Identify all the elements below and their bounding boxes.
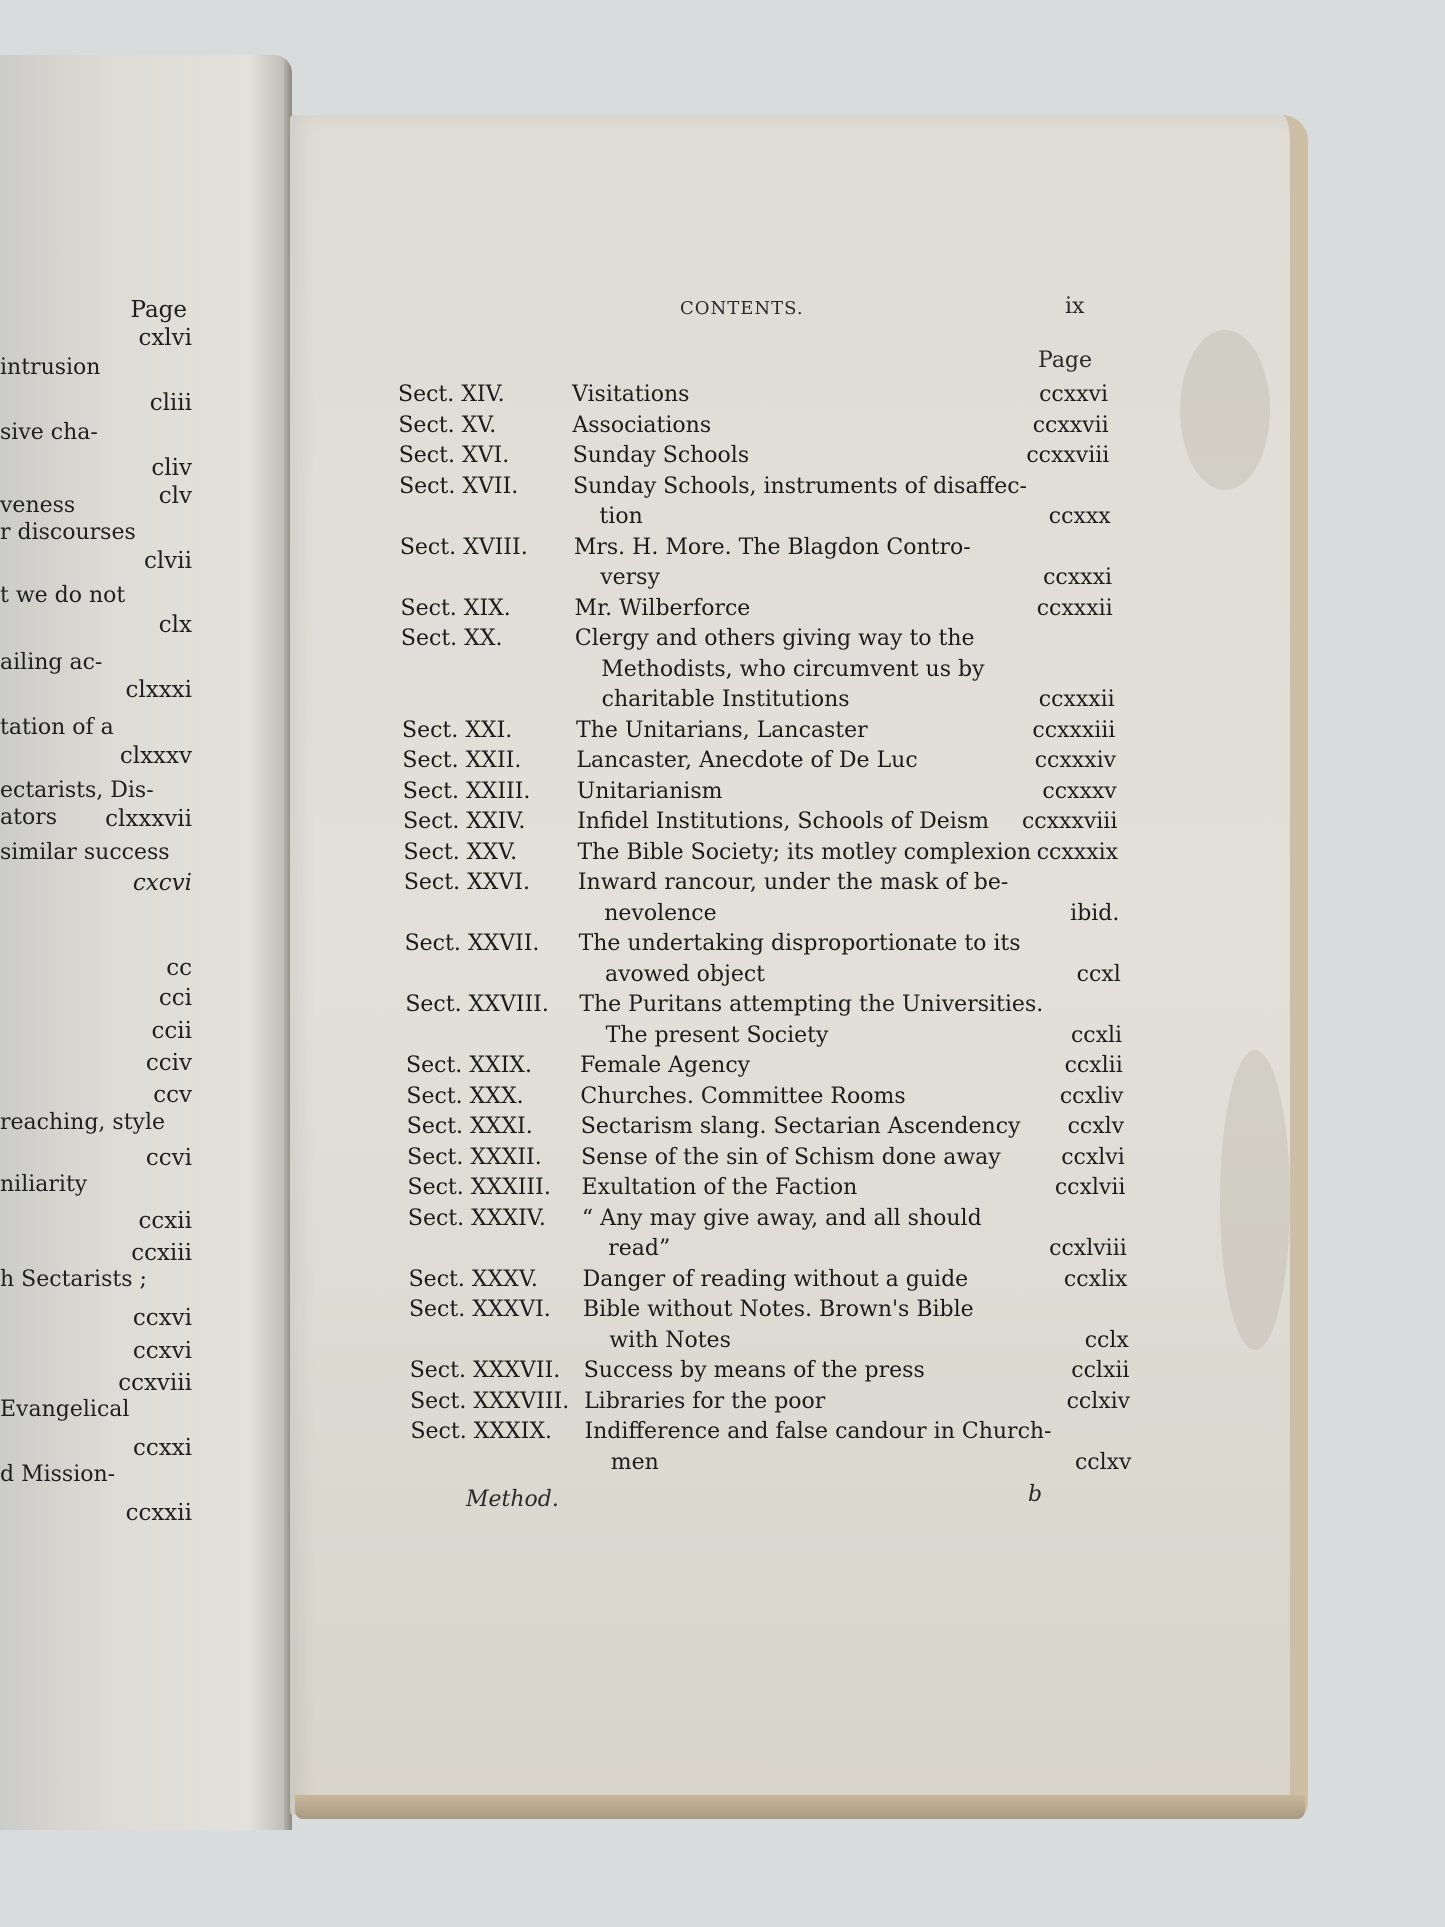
toc-entry-continuation — [405, 962, 1121, 992]
toc-section-number: Sect. XXXIX. — [410, 1419, 553, 1444]
toc-entry-continuation — [401, 657, 1114, 687]
toc-entry-continuation — [411, 1450, 1132, 1480]
toc-entry-title: read” — [608, 1236, 671, 1261]
left-page-line: veness — [0, 493, 76, 518]
toc-entry-title: The Unitarians, Lancaster — [576, 717, 868, 743]
toc-entry-continuation — [402, 687, 1115, 717]
toc-entry — [399, 443, 1110, 473]
toc-entry-title: Sectarism slang. Sectarian Ascendency — [580, 1114, 1021, 1139]
toc-section-number: Sect. XXXVII. — [409, 1358, 561, 1383]
toc-entry — [405, 992, 1121, 1022]
toc-section-number: Sect. XV. — [398, 412, 497, 438]
toc-entry — [408, 1175, 1126, 1205]
toc-section-number: Sect. XXI. — [402, 717, 513, 743]
toc-page-ref: ccxxxii — [1038, 687, 1115, 712]
toc-entry — [402, 718, 1115, 748]
toc-section-number: Sect. XXVI. — [403, 870, 530, 895]
toc-entry — [410, 1419, 1130, 1449]
toc-entry-title: tion — [599, 504, 643, 529]
toc-section-number: Sect. XIX. — [400, 595, 511, 621]
left-page-line: ators — [0, 805, 58, 830]
toc-entry — [409, 1267, 1128, 1297]
toc-entry-title: Visitations — [572, 382, 690, 407]
left-page-label: Page — [130, 297, 187, 323]
toc-entry-title: Sunday Schools — [572, 443, 750, 468]
toc-entry-title: Sense of the sin of Schism done away — [581, 1144, 1001, 1170]
toc-entry-title: Inward rancour, under the mask of be- — [577, 870, 1009, 895]
toc-page-ref: ccxxxi — [1043, 565, 1113, 590]
toc-section-number: Sect. XXXV. — [408, 1266, 538, 1292]
toc-entry-title: Mrs. H. More. The Blagdon Contro- — [573, 534, 971, 560]
left-page-number: clx — [158, 612, 192, 638]
toc-entry-title: with Notes — [609, 1327, 731, 1353]
toc-entry-title: Mr. Wilberforce — [574, 595, 751, 621]
toc-entry-title: Clergy and others giving way to the — [574, 626, 975, 651]
toc-entry — [398, 413, 1108, 443]
toc-entry-continuation — [404, 901, 1119, 931]
left-page-number: ccvi — [145, 1145, 192, 1171]
toc-entry-continuation — [406, 1023, 1122, 1053]
toc-entry-title: Unitarianism — [576, 778, 723, 804]
page-block-edge — [295, 1795, 1305, 1819]
left-page-number: ccv — [153, 1082, 192, 1108]
toc-page-ref: ccxxxix — [1036, 839, 1119, 865]
toc-entry — [406, 1053, 1123, 1083]
left-page-number: cliii — [149, 390, 192, 416]
toc-entry — [407, 1114, 1124, 1144]
left-page-line: reaching, style — [0, 1110, 166, 1135]
toc-page-ref: ccxxxv — [1042, 778, 1117, 804]
toc-entry-continuation — [400, 565, 1112, 595]
left-page-number: cciv — [145, 1050, 192, 1076]
page-number: ix — [1065, 294, 1085, 319]
toc-entry-title: Bible without Notes. Brown's Bible — [582, 1297, 974, 1322]
toc-page-ref: cclxiv — [1066, 1388, 1131, 1414]
left-page-number: cliv — [151, 455, 192, 481]
left-page-line: sive cha- — [0, 420, 98, 445]
toc-entry-title: Associations — [572, 412, 712, 438]
toc-page-ref: ccxxviii — [1026, 443, 1110, 468]
toc-section-number: Sect. XVIII. — [399, 534, 528, 560]
toc-entry — [403, 809, 1117, 839]
toc-entry — [399, 474, 1110, 504]
toc-section-number: Sect. XXXI. — [406, 1114, 533, 1139]
toc-entry — [398, 382, 1108, 412]
left-page-line: niliarity — [0, 1172, 88, 1197]
toc-entry-continuation — [409, 1328, 1128, 1358]
left-page-number: clxxxvii — [105, 806, 192, 832]
left-page-number: clxxxv — [119, 743, 192, 769]
toc-page-ref: ccxxxii — [1036, 595, 1113, 621]
left-page-line: t we do not — [0, 583, 126, 608]
toc-entry — [407, 1145, 1125, 1175]
foxing-stain — [1220, 1050, 1290, 1350]
toc-entry-title: Infidel Institutions, Schools of Deism — [577, 809, 989, 834]
toc-page-ref: ibid. — [1070, 900, 1120, 926]
toc-entry — [408, 1206, 1126, 1236]
toc-section-number: Sect. XXXII. — [407, 1144, 542, 1170]
toc-entry — [401, 626, 1113, 656]
toc-entry-title: The undertaking disproportionate to its — [578, 931, 1021, 956]
toc-section-number: Sect. XXIX. — [406, 1053, 532, 1078]
toc-entry-title: Success by means of the press — [583, 1358, 925, 1383]
toc-entry-title: Churches. Committee Rooms — [580, 1083, 906, 1109]
toc-page-ref: ccxxvi — [1039, 382, 1108, 407]
running-head: CONTENTS. — [680, 298, 804, 319]
toc-entry-title: Sunday Schools, instruments of disaffec- — [573, 473, 1027, 499]
toc-section-number: Sect. XVI. — [398, 443, 510, 468]
toc-page-ref: ccxlii — [1064, 1053, 1123, 1078]
left-page-line: Evangelical — [0, 1397, 130, 1422]
toc-entry — [405, 931, 1120, 961]
toc-page-ref: ccxlix — [1063, 1266, 1128, 1292]
left-page-number: ccxii — [138, 1208, 192, 1234]
left-page-number: cc — [166, 955, 192, 981]
toc-section-number: Sect. XXVII. — [404, 931, 540, 956]
left-page-line: h Sectarists ; — [0, 1267, 147, 1292]
signature-mark: b — [1028, 1482, 1043, 1507]
toc-page-ref: ccxlvii — [1054, 1175, 1126, 1200]
toc-page-ref: ccxl — [1076, 961, 1121, 987]
toc-page-ref: ccxlvi — [1061, 1144, 1125, 1170]
left-page-number: ccii — [151, 1018, 192, 1044]
left-page-number: clvii — [144, 548, 192, 574]
left-page-number: cxcvi — [132, 870, 192, 896]
toc-entry — [401, 596, 1113, 626]
toc-entry — [404, 870, 1119, 900]
toc-entry-title: Indifference and false candour in Church- — [584, 1419, 1052, 1444]
left-page-number: ccxvi — [132, 1338, 192, 1364]
toc-page-ref: cclxii — [1071, 1358, 1130, 1383]
toc-entry-continuation — [399, 504, 1110, 534]
toc-page-ref: cclxv — [1074, 1449, 1132, 1475]
toc-page-ref: ccxlv — [1067, 1114, 1125, 1139]
left-page-number: cxlvi — [138, 325, 192, 351]
toc-entry-continuation — [408, 1236, 1127, 1266]
toc-entry — [402, 748, 1116, 778]
toc-entry-title: nevolence — [604, 900, 717, 926]
toc-section-number: Sect. XX. — [400, 626, 503, 651]
toc-page-ref: ccxxxiii — [1032, 717, 1116, 743]
page-column-label: Page — [1038, 348, 1093, 373]
toc-section-number: Sect. XXXVI. — [408, 1297, 551, 1322]
toc-page-ref: cclx — [1084, 1327, 1129, 1353]
left-page-number: ccxviii — [118, 1370, 192, 1396]
toc-section-number: Sect. XXXIV. — [407, 1205, 546, 1231]
toc-page-ref: ccxxvii — [1032, 412, 1109, 438]
left-page-line: ailing ac- — [0, 650, 103, 675]
toc-section-number: Sect. XXIII. — [402, 778, 531, 804]
toc-section-number: Sect. XXV. — [403, 839, 518, 865]
toc-entry-title: Danger of reading without a guide — [582, 1266, 969, 1292]
left-page-line: similar success — [0, 840, 170, 865]
toc-page-ref: ccxli — [1070, 1022, 1123, 1048]
toc-page-ref: ccxxxiv — [1034, 748, 1117, 773]
left-page-line: ectarists, Dis- — [0, 778, 154, 803]
left-page-line: tation of a — [0, 715, 114, 740]
foxing-stain — [1180, 330, 1270, 490]
toc-section-number: Sect. XXII. — [402, 748, 522, 773]
left-page-number: clv — [158, 483, 192, 509]
toc-entry-title: men — [610, 1449, 659, 1475]
toc-section-number: Sect. XXXVIII. — [410, 1388, 570, 1414]
left-page — [0, 55, 292, 1830]
left-page-number: ccxiii — [131, 1240, 192, 1266]
toc-section-number: Sect. XVII. — [399, 473, 519, 499]
left-page-number: ccxxii — [125, 1500, 192, 1526]
toc-section-number: Sect. XXVIII. — [405, 992, 549, 1017]
toc-page-ref: ccxlviii — [1049, 1236, 1127, 1261]
toc-entry — [403, 840, 1118, 870]
toc-page-ref: ccxxxviii — [1021, 809, 1118, 834]
toc-page-ref: ccxxx — [1048, 504, 1111, 529]
toc-entry — [403, 779, 1117, 809]
left-page-number: clxxxi — [125, 677, 192, 703]
toc-entry-title: charitable Institutions — [601, 687, 850, 712]
toc-section-number: Sect. XXX. — [406, 1083, 524, 1109]
toc-entry-title: versy — [600, 565, 660, 590]
left-page-line: r discourses — [0, 520, 136, 545]
toc-entry — [409, 1297, 1128, 1327]
left-page-number: ccxxi — [132, 1435, 192, 1461]
toc-section-number: Sect. XXIV. — [403, 809, 526, 834]
left-page-number: cci — [158, 985, 192, 1011]
toc-entry-title: The Puritans attempting the Universities. — [579, 992, 1044, 1017]
toc-entry — [410, 1358, 1130, 1388]
catchword: Method. — [466, 1487, 559, 1512]
toc-section-number: Sect. XIV. — [398, 382, 505, 407]
toc-entry-title: “ Any may give away, and all should — [581, 1205, 982, 1231]
toc-entry-title: Libraries for the poor — [584, 1388, 826, 1414]
toc-entry-title: The present Society — [605, 1022, 829, 1048]
toc-entry — [406, 1084, 1123, 1114]
toc-entry-title: Lancaster, Anecdote of De Luc — [576, 748, 918, 773]
toc-entry-title: avowed object — [604, 961, 766, 987]
left-page-number: ccxvi — [132, 1305, 192, 1331]
toc-entry — [410, 1389, 1130, 1419]
toc-entry — [400, 535, 1112, 565]
left-page-line: intrusion — [0, 355, 101, 380]
left-page-line: d Mission- — [0, 1462, 116, 1487]
toc-entry-title: Exultation of the Faction — [581, 1175, 858, 1200]
toc-entry-title: Methodists, who circumvent us by — [601, 656, 985, 682]
toc-entry-title: The Bible Society; its motley complexion — [577, 839, 1032, 865]
toc-section-number: Sect. XXXIII. — [407, 1175, 551, 1200]
toc-entry-title: Female Agency — [580, 1053, 751, 1078]
toc-page-ref: ccxliv — [1059, 1083, 1124, 1109]
